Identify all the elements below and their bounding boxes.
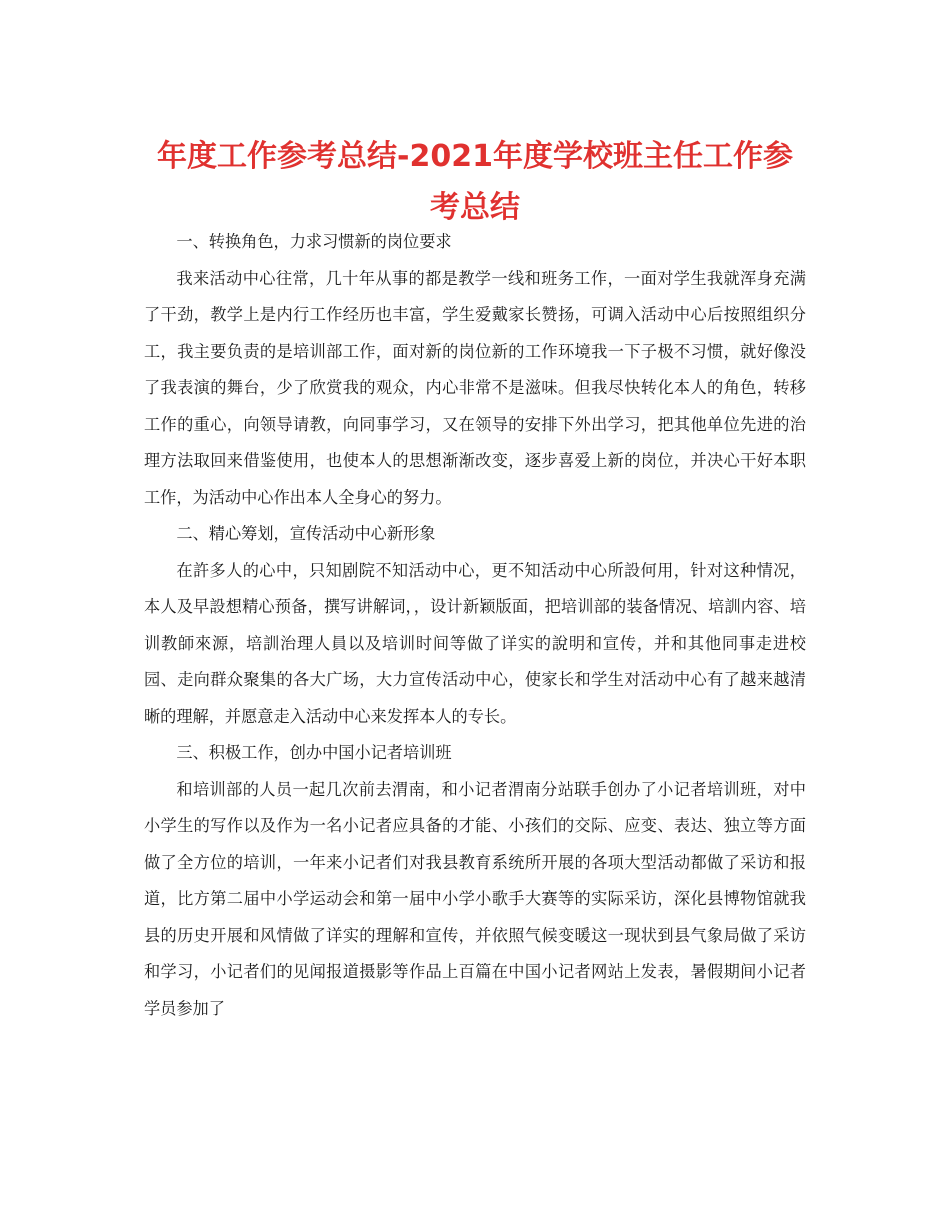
section-heading-2: 二、精心筹划，宣传活动中心新形象 [176, 524, 436, 543]
document-title-line-1: 年度工作参考总结-2021年度学校班主任工作参 [157, 139, 793, 174]
paragraph-3: 和培训部的人员一起几次前去渭南，和小记者渭南分站联手创办了小记者培训班，对中小学生的写作以及作为一名小记者应具备的才能、小孩们的交际、应变、表达、独立等方面做了全方位的培训，一年来小记者们对我县教育系统所开展的各项大型活动都做了采访和报道，比方第二届中小学运动会和第一届中小学小歌手大赛等的实际采访，深化县博物馆就我县的历史开展和风情做了详实的理解和宣传，并依照气候变暖这一现状到县气象局做了采访和学习，小记者们的见闻报道摄影等作品上百篇在中国小记者网站上发表，暑假期间小记者学员参加了 [144, 779, 806, 1018]
paragraph-2: 在許多人的心中，只知剧院不知活动中心，更不知活动中心所設何用，针对这种情况，本人及早設想精心预备，撰写讲解词，，设计新颖版面，把培训部的装备情况、培訓内容、培训教師來源，培訓治理人員以及培训时间等做了详实的說明和宣传，并和其他同事走进校园、走向群众聚集的各大广场，大力宣传活动中心，使家长和学生对活动中心有了越来越清晰的理解，并愿意走入活动中心来发挥本人的专长。 [144, 560, 806, 726]
paragraph-1: 我来活动中心往常，几十年从事的都是教学一线和班务工作，一面对学生我就浑身充满了干劲，教学上是内行工作经历也丰富，学生爱戴家长赞扬，可调入活动中心后按照组织分工，我主要负责的是培训部工作，面对新的岗位新的工作环境我一下子极不习惯，就好像没了我表演的舞台，少了欣赏我的观众，内心非常不是滋味。但我尽快转化本人的角色，转移工作的重心，向领导请教，向同事学习，又在领导的安排下外出学习，把其他单位先进的治理方法取回来借鉴使用，也使本人的思想渐渐改变，逐步喜爱上新的岗位，并决心干好本职工作，为活动中心作出本人全身心的努力。 [144, 268, 806, 507]
section-heading-1: 一、转换角色，力求习惯新的岗位要求 [176, 232, 452, 251]
document-title-line-2: 考总结 [430, 190, 520, 225]
document-body [144, 224, 806, 1027]
section-heading-3: 三、积极工作，创办中国小记者培训班 [176, 743, 452, 762]
